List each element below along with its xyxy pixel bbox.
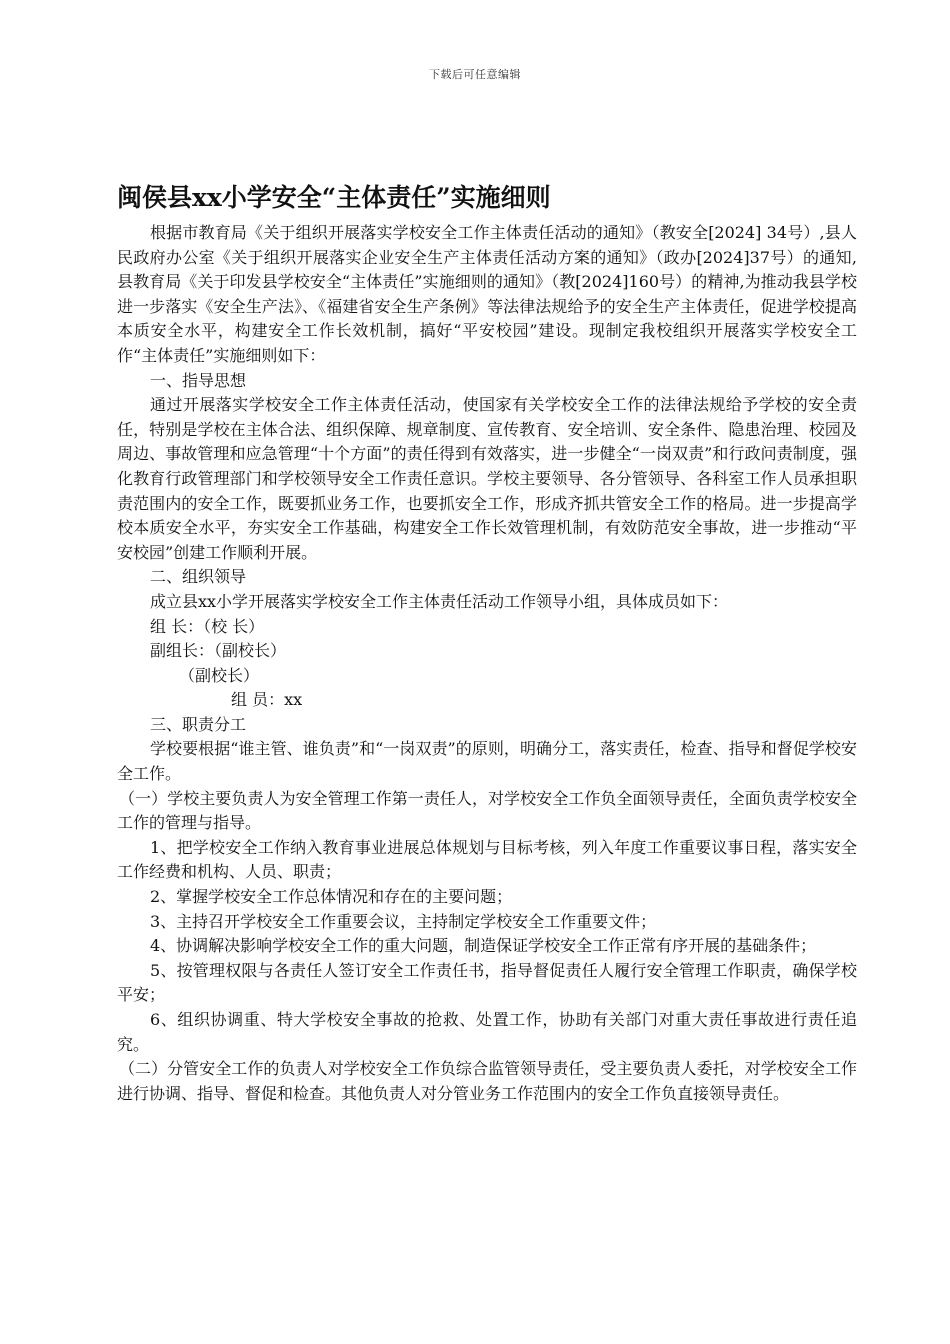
paragraph: （一）学校主要负责人为安全管理工作第一责任人，对学校安全工作负全面领导责任，全面负责学校安全工作的管理与指导。 bbox=[117, 788, 857, 833]
paragraph: 3、主持召开学校安全工作重要会议，主持制定学校安全工作重要文件； bbox=[150, 911, 657, 931]
paragraph: 通过开展落实学校安全工作主体责任活动，使国家有关学校安全工作的法律法规给予学校的安全责任，特别是学校在主体合法、组织保障、规章制度、宣传教育、安全培训、安全条件、隐患治理、校园及周边、事故管理和应急管理“十个方面”的责任得到有效落实，进一步健全“一岗双责”和行政问责制度，强化教育行政管理部门和学校领导安全工作责任意识。学校主要领导、各分管领导、各科室工作人员承担职责范围内的安全工作，既要抓业务工作，也要抓安全工作，形成齐抓共管安全工作的格局。进一步提高学校本质安全水平，夯实安全工作基础，构建安全工作长效管理机制，有效防范安全事故，进一步推动“平安校园”创建工作顺利开展。 bbox=[117, 395, 857, 562]
paragraph: 成立县xx小学开展落实学校安全工作主体责任活动工作领导小组，具体成员如下： bbox=[150, 591, 729, 611]
paragraph: 根据市教育局《关于组织开展落实学校安全工作主体责任活动的通知》（教安全[2024] 34号）,县人民政府办公室《关于组织开展落实企业安全生产主体责任活动方案的通知》（政办[2024]37号）的通知,县教育局《关于印发县学校安全“主体责任”实施细则的通知》（教[2024]160号）的精神,为推动我县学校进一步落实《安全生产法》、《福建省安全生产条例》等法律法规给予的安全生产主体责任，促进学校提高本质安全水平，构建安全工作长效机制，搞好“平安校园”建设。现制定我校组织开展落实学校安全工作“主体责任”实施细则如下： bbox=[117, 223, 857, 365]
paragraph: 组 长：（校 长） bbox=[150, 616, 265, 636]
paragraph: 三、职责分工 bbox=[150, 714, 247, 734]
document-body bbox=[117, 221, 857, 1106]
page-header: 下载后可任意编辑 bbox=[429, 68, 521, 81]
paragraph: 2、掌握学校安全工作总体情况和存在的主要问题； bbox=[150, 887, 513, 907]
paragraph: 6、组织协调重、特大学校安全事故的抢救、处置工作，协助有关部门对重大责任事故进行责任追究。 bbox=[117, 1010, 857, 1054]
document-title: 闽侯县xx小学安全“主体责任”实施细则 bbox=[117, 183, 551, 212]
paragraph: 5、按管理权限与各责任人签订安全工作责任书，指导督促责任人履行安全管理工作职责，确保学校平安； bbox=[117, 960, 857, 1005]
paragraph: 组 员：xx bbox=[231, 690, 303, 710]
paragraph: （二）分管安全工作的负责人对学校安全工作负综合监管领导责任，受主要负责人委托，对学校安全工作进行协调、指导、督促和检查。其他负责人对分管业务工作范围内的安全工作负直接领导责任。 bbox=[117, 1059, 857, 1103]
paragraph: （副校长） bbox=[179, 665, 260, 685]
paragraph: 1、把学校安全工作纳入教育事业进展总体规划与目标考核，列入年度工作重要议事日程，落实安全工作经费和机构、人员、职责； bbox=[117, 837, 857, 882]
paragraph: 副组长：（副校长） bbox=[150, 641, 287, 661]
paragraph: 一、指导思想 bbox=[150, 370, 247, 390]
paragraph: 4、协调解决影响学校安全工作的重大问题，制造保证学校安全工作正常有序开展的基础条件； bbox=[150, 936, 817, 956]
paragraph: 二、组织领导 bbox=[150, 567, 247, 587]
paragraph: 学校要根据“谁主管、谁负责”和“一岗双责”的原则，明确分工，落实责任，检查、指导和督促学校安全工作。 bbox=[117, 739, 857, 784]
